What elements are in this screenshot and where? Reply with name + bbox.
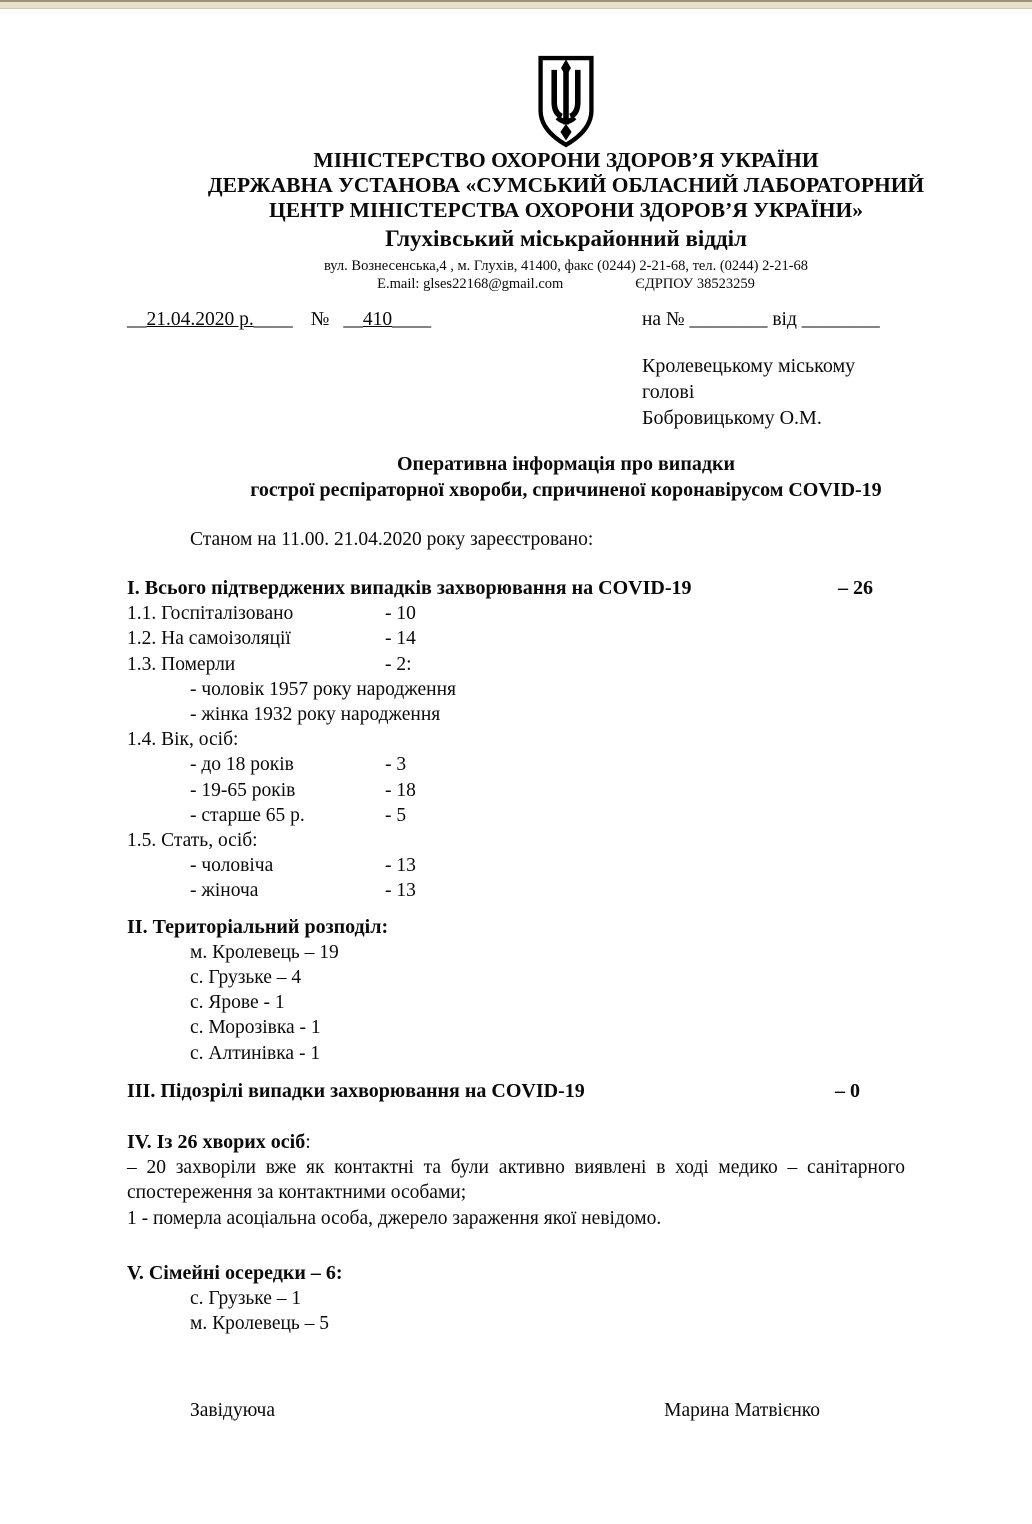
section-1-total: – 26 (838, 577, 873, 599)
underscore-prefix2: __ (343, 309, 363, 330)
section-3-total: – 0 (835, 1079, 860, 1102)
section-1-heading (127, 576, 905, 601)
stat-value: - 13 (385, 880, 416, 902)
contact-line (127, 275, 1005, 293)
section-5-family-clusters (127, 1261, 905, 1337)
document-title-line1: Оперативна інформація про випадки (396, 453, 736, 475)
document-title-line2: гострої респіраторної хвороби, спричиненої коронавірусом COVID-19 (250, 479, 882, 501)
age-row-19-65: - 19-65 років - 18 (127, 778, 905, 803)
email-text: E.mail: glses22168@gmail.com (377, 276, 564, 292)
underscore-post: ____ (392, 309, 432, 330)
signer-name: Марина Матвієнко (664, 1400, 820, 1422)
vid-label: від (772, 309, 797, 330)
section-1-title-text: І. Всього підтверджених випадків захворювання на COVID-19 (127, 577, 692, 599)
signature-block (127, 1398, 905, 1423)
outgoing-date-number (127, 309, 642, 331)
incoming-date-blank: ________ (801, 309, 880, 330)
reference-line (127, 309, 905, 331)
stat-row-sex-header: 1.5. Стать, осіб: (127, 830, 258, 852)
document-number: 410 (362, 309, 393, 330)
section-4-paragraph-contacts: – 20 захворіли вже як контактні та були активно виявлені в ході медико – санітарного спостереження за контактними особами; (127, 1157, 905, 1204)
underscore-prefix: __ (127, 309, 147, 330)
stat-value: - 14 (385, 628, 416, 650)
age-row-under18: - до 18 років - 3 (127, 752, 905, 777)
age-row-over65: - старше 65 р. - 5 (127, 803, 905, 828)
section-4-heading: IV. Із 26 хворих осіб : (127, 1130, 905, 1155)
stat-row-age-header: 1.4. Вік, осіб: (127, 729, 239, 751)
underscore-mid: ____ (253, 309, 293, 330)
edrpou-code: ЄДРПОУ 38523259 (635, 276, 755, 292)
document-date: 21.04.2020 р. (146, 309, 254, 330)
institution-name-line1: ДЕРЖАВНА УСТАНОВА «СУМСЬКИЙ ОБЛАСНИЙ ЛАБОРАТОРНИЙ (207, 173, 925, 197)
signer-role: Завідуюча (190, 1400, 276, 1422)
section-1-confirmed-cases (127, 576, 905, 904)
ukraine-trident-emblem (535, 55, 597, 148)
section-4-colon: : (305, 1131, 311, 1154)
stat-value: - 18 (385, 779, 416, 801)
stat-value: - 13 (385, 855, 416, 877)
section-3-heading (127, 1079, 905, 1104)
number-sign: № (310, 309, 330, 330)
territory-item-hruzke: с. Грузьке – 4 (190, 967, 302, 989)
emblem-container (127, 55, 1005, 148)
page-top-border (0, 0, 1032, 9)
section-4-case-details (127, 1130, 905, 1231)
cluster-item-krolevets: м. Кролевець – 5 (190, 1313, 330, 1335)
territory-item-altynivka: с. Алтинівка - 1 (190, 1042, 321, 1064)
section-5-heading: V. Сімейні осередки – 6: (127, 1261, 343, 1284)
stat-value: - 3 (385, 754, 407, 776)
incoming-number-blank: ________ (689, 309, 768, 330)
document-title (127, 451, 1005, 503)
territory-item-krolevets: м. Кролевець – 19 (190, 941, 339, 963)
section-2-heading: ІІ. Територіальний розподіл: (127, 915, 389, 938)
stat-row-deceased: 1.3. Померли - 2: (127, 652, 905, 677)
institution-name-line2: ЦЕНТР МІНІСТЕРСТВА ОХОРОНИ ЗДОРОВ’Я УКРАЇНИ» (268, 198, 864, 222)
recipient-name: Бобровицькому О.М. (642, 407, 822, 429)
address-line: вул. Вознесенська,4 , м. Глухів, 41400, факс (0244) 2-21-68, тел. (0244) 2-21-68 (323, 258, 809, 274)
stat-value: - 2: (385, 653, 412, 675)
stat-value: - 5 (385, 804, 407, 826)
section-2-territorial (127, 915, 905, 1066)
sex-row-male: - чоловіча - 13 (127, 853, 905, 878)
recipient-block (642, 353, 905, 431)
incoming-reference (642, 309, 880, 331)
stat-value: - 10 (385, 603, 416, 625)
section-3-suspected-cases (127, 1079, 905, 1104)
recipient-position: Кролевецькому міському голові (642, 355, 856, 403)
section-4-paragraph-unknown-source: 1 - померла асоціальна особа, джерело зараження якої невідомо. (127, 1207, 662, 1229)
deceased-detail-female: - жінка 1932 року народження (190, 704, 441, 726)
stat-row-self-isolation: 1.2. На самоізоляції - 14 (127, 626, 905, 651)
deceased-detail-male: - чоловік 1957 року народження (190, 678, 456, 700)
territory-item-yarove: с. Ярове - 1 (190, 992, 285, 1014)
section-3-title-text: ІІІ. Підозрілі випадки захворювання на COVID-19 (127, 1079, 585, 1102)
department-name: Глухівський міськрайонний відділ (385, 226, 747, 251)
intro-line: Станом на 11.00. 21.04.2020 року зареєстровано: (190, 529, 594, 550)
stat-row-hospitalized: 1.1. Госпіталізовано - 10 (127, 601, 905, 626)
sex-row-female: - жіноча - 13 (127, 878, 905, 903)
cluster-item-hruzke: с. Грузьке – 1 (190, 1288, 302, 1310)
ministry-name: МІНІСТЕРСТВО ОХОРОНИ ЗДОРОВ’Я УКРАЇНИ (313, 148, 819, 172)
territory-item-morozivka: с. Морозівка - 1 (190, 1017, 321, 1039)
na-number-label: на № (642, 309, 685, 330)
